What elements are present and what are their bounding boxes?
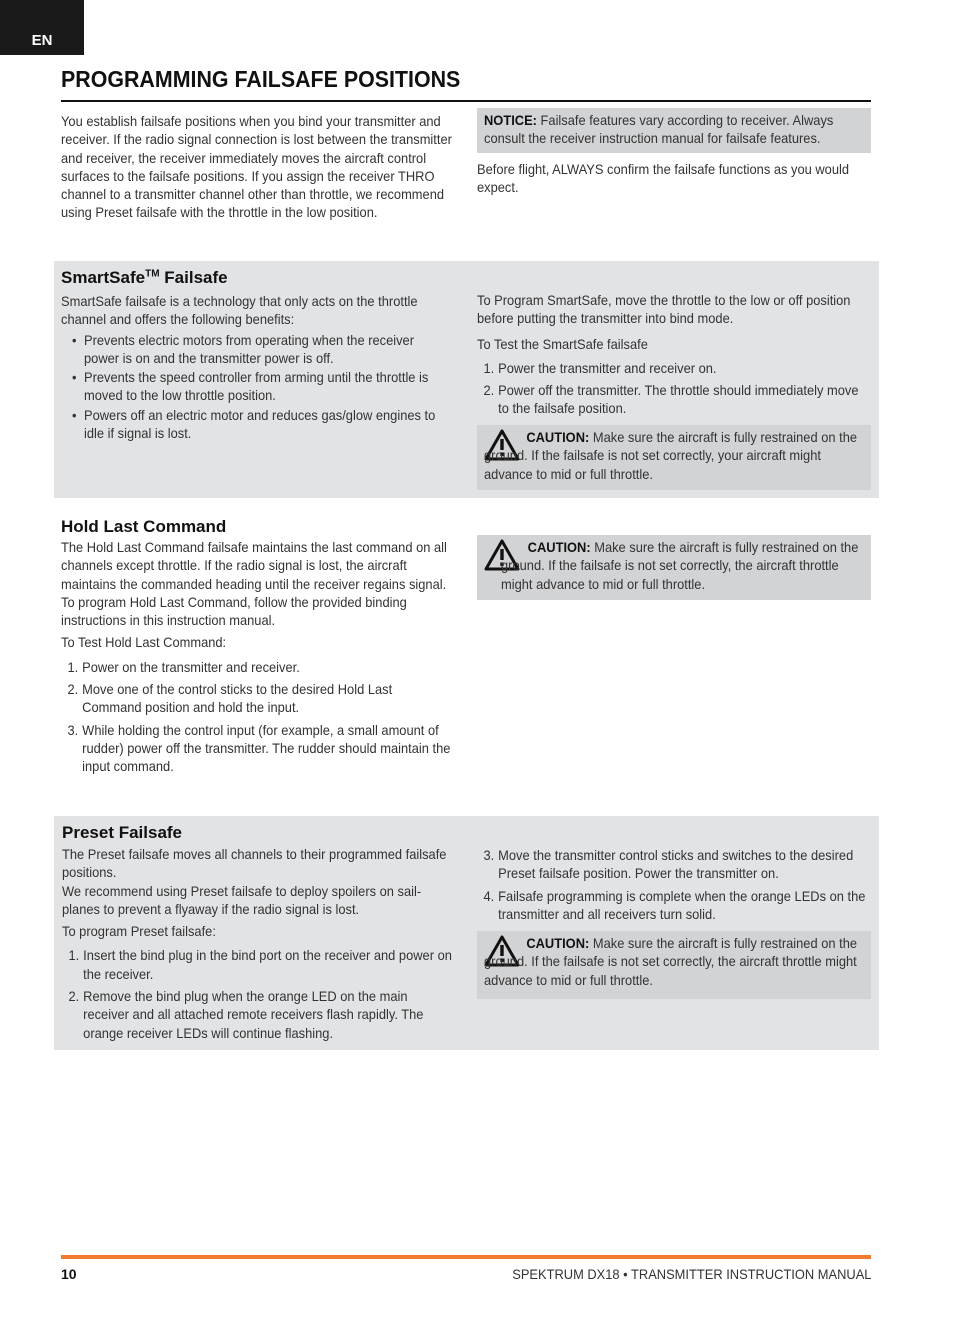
trademark-mark: TM: [145, 268, 160, 280]
smartsafe-test-steps: [477, 359, 871, 418]
hold-caution-box: [477, 535, 871, 600]
smartsafe-benefits-list: [61, 331, 452, 443]
list-item: 4. Failsafe programming is complete when the orange LEDs on the transmitter and all receivers turn solid.: [483, 887, 866, 922]
caution-label: CAUTION:: [527, 539, 591, 555]
intro-paragraph: You establish failsafe positions when you bind your transmitter and receiver. If the radio signal connection is lost between the transmitter and receiver, the receiver immediately moves the aircraft control surfaces to the failsafe positions. If you assign the receiver THRO channel to a transmitter channel other than throttle, we recommend using Preset failsafe with the throttle in the low position.: [61, 113, 452, 221]
preset-program-label: To program Preset failsafe:: [62, 923, 216, 940]
list-item: 2. Move one of the control sticks to the desired Hold Last Command position and hold the input.: [67, 681, 393, 716]
list-item: • Prevents electric motors from operating when the receiver power is on and the transmitter power is off.: [61, 331, 452, 368]
preset-steps-left: [62, 946, 453, 1041]
hold-description: The Hold Last Command failsafe maintains the last command on all channels except throttle. If the radio signal is lost, the aircraft maintains the commanded heading until the receiver regains signal.: [61, 539, 447, 592]
smartsafe-program-text: To Program SmartSafe, move the throttle to the low or off position before putting the transmitter into bind mode.: [477, 292, 851, 327]
list-item: 2. Remove the bind plug when the orange LED on the main receiver and all attached remote receivers flash rapidly. The orange receiver LEDs will continue flashing.: [68, 988, 424, 1041]
preset-column-left: [62, 845, 453, 1046]
list-item: • Powers off an electric motor and reduces gas/glow engines to idle if signal is lost.: [61, 406, 452, 443]
footer-divider: [61, 1255, 871, 1259]
hold-program-text: To program Hold Last Command, follow the provided binding instructions in this instruction manual.: [61, 593, 407, 629]
notice-box: [477, 108, 871, 153]
smartsafe-heading: SmartSafe™ Failsafe: [61, 268, 228, 287]
preset-caution-box: [477, 931, 871, 999]
preset-recommendation: We recommend using Preset failsafe to deploy spoilers on sail-planes to prevent a flyaway if the radio signal is lost.: [62, 882, 422, 917]
caution-text: Make sure the aircraft is fully restrained on the ground. If the failsafe is not set correctly, the aircraft throttle might advance to mid or full throttle.: [484, 935, 858, 988]
page-number: 10: [61, 1266, 77, 1282]
smartsafe-column-right: [477, 291, 871, 422]
list-item: 1. Power on the transmitter and receiver.: [67, 658, 300, 675]
preset-column-right: [477, 846, 871, 927]
smartsafe-description: SmartSafe failsafe is a technology that only acts on the throttle channel and offers the following benefits:: [61, 293, 418, 328]
list-item: 1. Insert the bind plug in the bind port on the receiver and power on the receiver.: [68, 947, 452, 982]
notice-text: Failsafe features vary according to receiver. Always consult the receiver instruction manual for failsafe features.: [484, 112, 834, 147]
preset-failsafe-heading: Preset Failsafe: [62, 823, 183, 842]
hold-test-steps: [61, 658, 452, 776]
list-item: • Prevents the speed controller from arming until the throttle is moved to the low throttle position.: [61, 368, 452, 405]
language-label: EN: [31, 32, 53, 49]
list-item: 3. While holding the control input (for example, a small amount of rudder) power off the transmitter. The rudder should maintain the input command.: [67, 721, 451, 775]
before-flight-paragraph: Before flight, ALWAYS confirm the failsafe functions as you would expect.: [477, 161, 850, 196]
page-title: PROGRAMMING FAILSAFE POSITIONS: [61, 66, 461, 92]
manual-title: SPEKTRUM DX18 • TRANSMITTER INSTRUCTION MANUAL: [511, 1266, 871, 1282]
smartsafe-caution-box: [477, 425, 871, 490]
hold-test-label: To Test Hold Last Command:: [61, 634, 227, 651]
notice-label: NOTICE:: [484, 112, 537, 128]
caution-text: Make sure the aircraft is fully restrained on the ground. If the failsafe is not set correctly, your aircraft might advance to mid or full throttle.: [484, 429, 858, 482]
preset-description: The Preset failsafe moves all channels to their programmed failsafe positions.: [62, 846, 447, 881]
title-divider: [61, 100, 871, 102]
hold-column-left: [61, 538, 452, 780]
list-item: 1. Power the transmitter and receiver on.: [483, 359, 717, 376]
language-tab: [0, 0, 84, 55]
list-item: 2. Power off the transmitter. The throttle should immediately move to the failsafe position.: [483, 382, 859, 417]
caution-label: CAUTION:: [526, 429, 590, 445]
list-item: 3. Move the transmitter control sticks and switches to the desired Preset failsafe position. Power the transmitter on.: [483, 847, 854, 882]
smartsafe-test-label: To Test the SmartSafe failsafe: [477, 335, 648, 352]
hold-last-command-heading: Hold Last Command: [61, 517, 227, 536]
smartsafe-column-left: [61, 292, 452, 443]
caution-label: CAUTION:: [526, 935, 590, 951]
preset-steps-right: [477, 846, 871, 923]
caution-text: Make sure the aircraft is fully restrained on the ground. If the failsafe is not set correctly, the aircraft throttle might advance to mid or full throttle.: [501, 539, 859, 592]
